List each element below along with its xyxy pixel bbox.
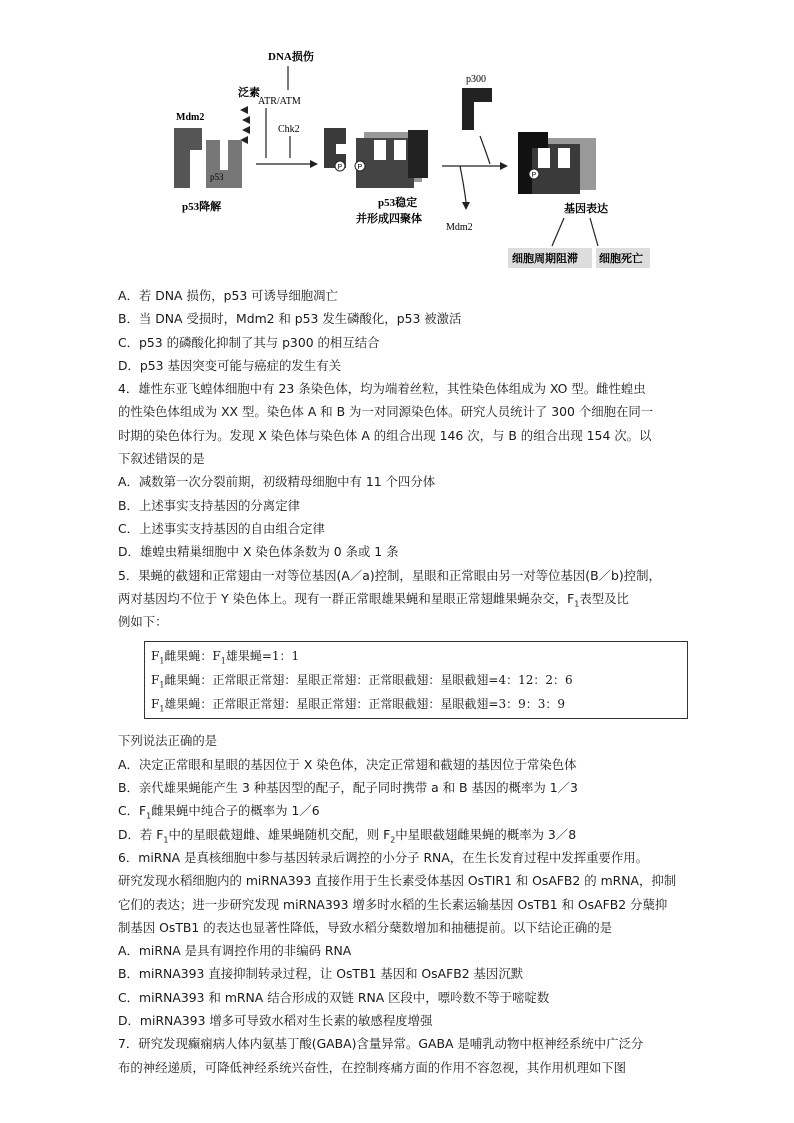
- q4-option-d: D．雄蝗虫精巢细胞中 X 染色体条数为 0 条或 1 条: [118, 544, 399, 560]
- mdm2-protein: [174, 128, 202, 188]
- p53-degradation-label: p53降解: [182, 201, 222, 213]
- chk2-label: Chk2: [278, 124, 300, 135]
- q6-option-a: A．miRNA 是具有调控作用的非编码 RNA: [118, 943, 352, 959]
- q5-stem-line: 两对基因均不位于 Y 染色体上。现有一群正常眼雄果蝇和星眼正常翅雌果蝇杂交，$F_1$表型及比: [118, 590, 629, 609]
- q4-stem-line: 下叙述错误的是: [118, 451, 205, 467]
- q3-option-b: B．当 DNA 受损时，Mdm2 和 p53 发生磷酸化，p53 被激活: [118, 311, 462, 327]
- p53-pathway-diagram: [160, 40, 650, 280]
- gene-expression-label: 基因表达: [564, 203, 608, 215]
- q6-option-b: B．miRNA393 直接抑制转录过程，让 OsTB1 基因和 OsAFB2 基因沉默: [118, 966, 524, 982]
- q5-option-d: D．若 $F_1$中的星眼截翅雌、雄果蝇随机交配，则 $F_2$中星眼截翅雌果蝇的概率为 3／8: [118, 826, 577, 845]
- ubiquitin-tag: [242, 126, 250, 134]
- q3-option-a: A．若 DNA 损伤，p53 可诱导细胞凋亡: [118, 288, 338, 303]
- ubiquitin-tag: [240, 106, 248, 114]
- q3-option-c: C．p53 的磷酸化抑制了其与 p300 的相互结合: [118, 334, 380, 350]
- mdm2-label: Mdm2: [176, 112, 205, 123]
- question-text: [118, 284, 703, 1079]
- p53-label: p53: [210, 172, 224, 182]
- ubiquitin-tag: [242, 116, 250, 124]
- table-row: $F_1$雄果蝇：正常眼正常翅：星眼正常翅：正常眼截翅：星眼截翅=3：9：3：9: [151, 697, 566, 714]
- q4-option-c: C．上述事实支持基因的自由组合定律: [118, 520, 325, 536]
- svg-text:P: P: [531, 172, 537, 179]
- table-row: $F_1$雌果蝇：$F_1$雄果蝇=1：1: [151, 649, 300, 666]
- q5-option-a: A．决定正常眼和星眼的基因位于 X 染色体，决定正常翅和截翅的基因位于常染色体: [118, 756, 577, 772]
- mdm2-released-label: Mdm2: [446, 222, 473, 233]
- q5-stem-line: 5．果蝇的截翅和正常翅由一对等位基因(A／a)控制，星眼和正常眼由另一对等位基因(B／b)控制，: [118, 567, 661, 583]
- p53-pathway-figure: [160, 40, 650, 280]
- dna-damage-label: DNA损伤: [268, 51, 314, 63]
- svg-text:P: P: [357, 164, 363, 171]
- q6-option-d: D．miRNA393 增多可导致水稻对生长素的敏感程度增强: [118, 1013, 433, 1029]
- q6-stem-line: 制基因 OsTB1 的表达也显著性降低，导致水稻分蘖数增加和抽穗提前。以下结论正确的是: [118, 919, 613, 935]
- stable-label-line1: p53稳定: [378, 197, 418, 209]
- cell-death-label: 细胞死亡: [599, 253, 643, 265]
- q4-stem-line: 4．雄性东亚飞蝗体细胞中有 23 条染色体，均为端着丝粒，其性染色体组成为 XO 型。雌性蝗虫: [118, 381, 646, 397]
- ubiquitin-label: 泛素: [238, 87, 260, 99]
- q5-stem-line: 例如下：: [118, 614, 168, 630]
- q7-stem-line: 布的神经递质，可降低神经系统兴奋性，在控制疼痛方面的作用不容忽视，其作用机理如下图: [118, 1059, 627, 1075]
- q6-stem-line: 它们的表达；进一步研究发现 miRNA393 增多时水稻的生长素运输基因 OsTB1 和 OsAFB2 分蘖抑: [118, 896, 668, 912]
- q4-stem-line: 的性染色体组成为 XX 型。染色体 A 和 B 为一对同源染色体。研究人员统计了 300 个细胞在同一: [118, 404, 654, 420]
- q5-option-c: C．$F_1$雌果蝇中纯合子的概率为 1／6: [118, 803, 320, 821]
- atr-atm-label: ATR/ATM: [258, 96, 301, 107]
- q7-stem-line: 7．研究发现癫痫病人体内氨基丁酸(GABA)含量异常。GABA 是哺乳动物中枢神经系统中广泛分: [118, 1036, 644, 1052]
- q6-option-c: C．miRNA393 和 mRNA 结合形成的双链 RNA 区段中，嘌呤数不等于嘧啶数: [118, 989, 550, 1005]
- table-row: $F_1$雌果蝇：正常眼正常翅：星眼正常翅：正常眼截翅：星眼截翅=4：12：2：6: [151, 673, 573, 690]
- cell-cycle-arrest-label: 细胞周期阻滞: [512, 253, 578, 265]
- q6-stem-line: 6．miRNA 是真核细胞中参与基因转录后调控的小分子 RNA，在生长发育过程中发挥重要作用。: [118, 849, 649, 865]
- q3-option-d: D．p53 基因突变可能与癌症的发生有关: [118, 357, 341, 373]
- q4-option-a: A．减数第一次分裂前期，初级精母细胞中有 11 个四分体: [118, 474, 436, 490]
- p300-protein: [462, 88, 492, 130]
- stable-label-line2: 并形成四聚体: [356, 213, 422, 225]
- p300-p53-complex: [518, 132, 596, 194]
- p300-label: p300: [466, 74, 486, 85]
- q6-stem-line: 研究发现水稻细胞内的 miRNA393 直接作用于生长素受体基因 OsTIR1 和 OsAFB2 的 mRNA，抑制: [118, 873, 677, 889]
- q4-stem-line: 时期的染色体行为。发现 X 染色体与染色体 A 的组合出现 146 次，与 B 的组合出现 154 次。以: [118, 427, 652, 443]
- q5-question: 下列说法正确的是: [118, 733, 218, 749]
- p53-tetramer: [356, 130, 428, 188]
- q5-results-table: [144, 641, 688, 719]
- q5-option-b: B．亲代雄果蝇能产生 3 种基因型的配子，配子同时携带 a 和 B 基因的概率为 1／3: [118, 780, 578, 796]
- q4-option-b: B．上述事实支持基因的分离定律: [118, 497, 300, 513]
- svg-text:P: P: [337, 164, 343, 171]
